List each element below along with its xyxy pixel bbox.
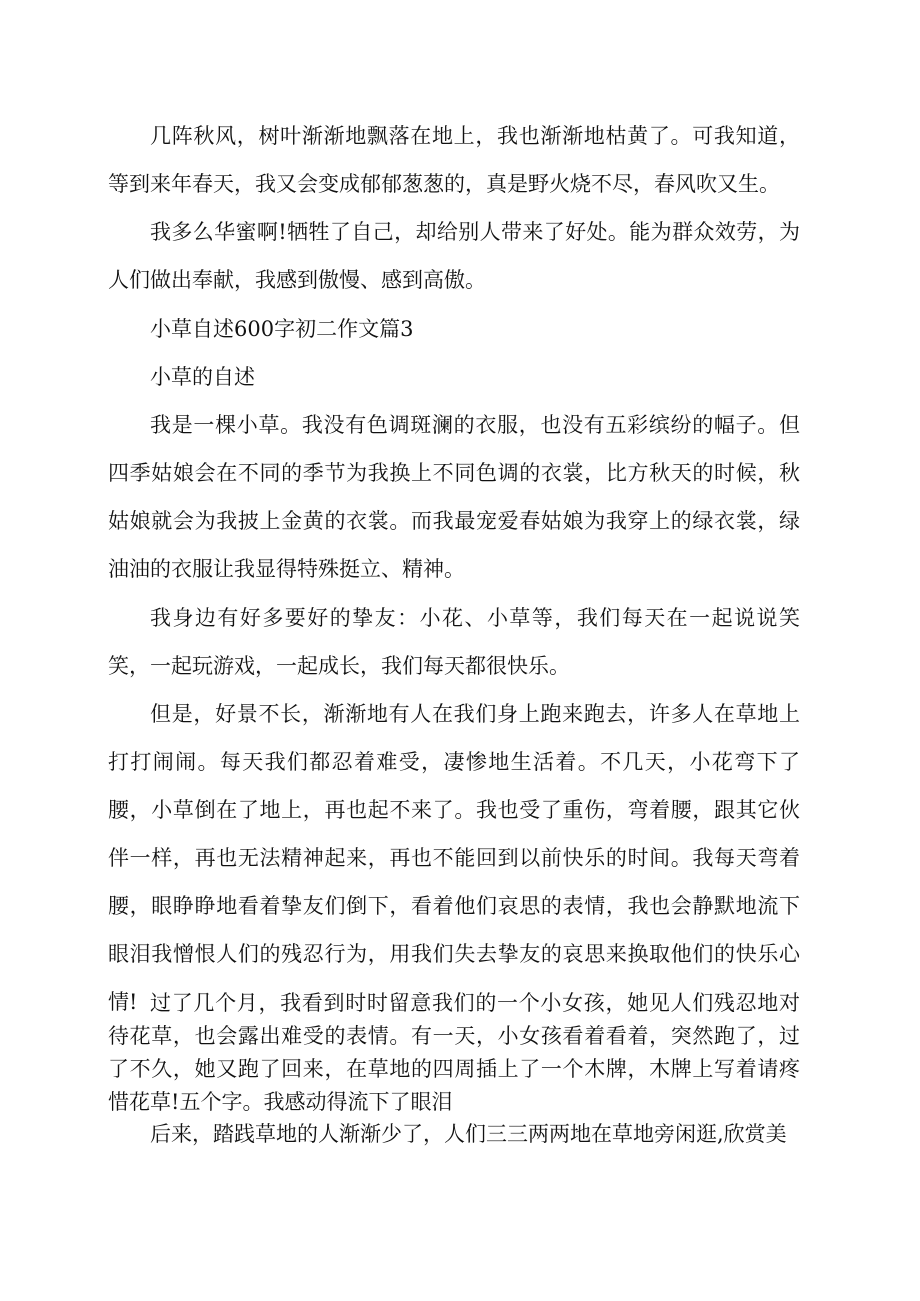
paragraph-friends: 我身边有好多要好的挚友：小花、小草等，我们每天在一起说说笑笑，一起玩游戏，一起成长，我们每天都很快乐。 (108, 606, 800, 678)
paragraph-little-girl: 过了几个月，我看到时时留意我们的一个小女孩，她见人们残忍地对待花草，也会露出难受的表情。有一天，小女孩看着看着，突然跑了，过了不久，她又跑了回来，在草地的四周插上了一个木牌，木牌上写着请疼惜花草!五个字。我感动得流下了眼泪 (108, 991, 800, 1114)
paragraph-sacrifice: 我多么华蜜啊!牺牲了自己，却给别人带来了好处。能为群众效劳，为人们做出奉献，我感到傲慢、感到高傲。 (108, 220, 800, 292)
section-heading: 小草自述600字初二作文篇3 (150, 317, 414, 341)
paragraph-intro: 我是一棵小草。我没有色调斑澜的衣服，也没有五彩缤纷的幅子。但四季姑娘会在不同的季节为我换上不同色调的衣裳，比方秋天的时候，秋姑娘就会为我披上金黄的衣裳。而我最宠爱春姑娘为我穿上的绿衣裳，绿油油的衣服让我显得特殊挺立、精神。 (108, 413, 800, 581)
essay-title: 小草的自述 (150, 365, 255, 389)
paragraph-hardship: 但是，好景不长，渐渐地有人在我们身上跑来跑去，许多人在草地上打打闹闹。每天我们都忍着难受，凄惨地生活着。不几天，小花弯下了腰，小草倒在了地上，再也起不来了。我也受了重伤，弯着腰，跟其它伙伴一样，再也无法精神起来，再也不能回到以前快乐的时间。我每天弯着腰，眼睁睁地看着挚友们倒下，看着他们哀思的表情，我也会静默地流下眼泪我憎恨人们的残忍行为，用我们失去挚友的哀思来换取他们的快乐心情! (108, 702, 800, 1014)
paragraph-afterwards: 后来，踏践草地的人渐渐少了，人们三三两两地在草地旁闲逛,欣赏美 (150, 1122, 787, 1146)
paragraph-autumn: 几阵秋风，树叶渐渐地飘落在地上，我也渐渐地枯黄了。可我知道，等到来年春天，我又会变成郁郁葱葱的，真是野火烧不尽，春风吹又生。 (108, 124, 800, 196)
